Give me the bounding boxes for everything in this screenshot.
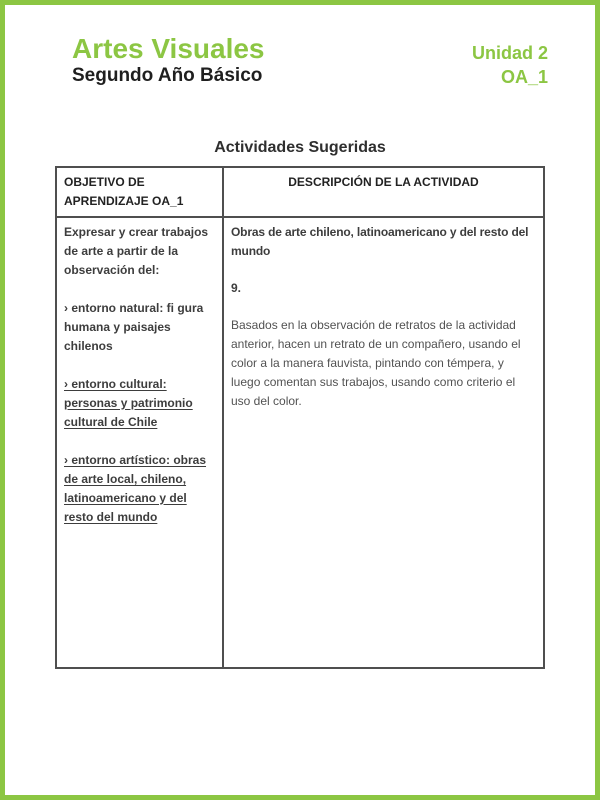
activity-description: Basados en la observación de retratos de la actividad anterior, hacen un retrato de un compañero, usando el color a la manera fauvista, pintando con témpera, y luego comentan sus trabajos, usando como criterio el uso del color. [231, 317, 521, 408]
header-left-block [72, 33, 265, 88]
activity-table [55, 166, 545, 669]
document-header [5, 5, 595, 89]
unit-label: Unidad 2 [471, 43, 548, 63]
table-body-row [56, 217, 544, 668]
description-column-header: DESCRIPCIÓN DE LA ACTIVIDAD [223, 167, 544, 217]
objective-cell [56, 217, 223, 668]
objective-bullet-list [64, 299, 215, 527]
oa-label: OA_1 [500, 67, 548, 87]
objective-bullet: › entorno cultural: personas y patrimonio cultural de Chile [64, 376, 193, 429]
objective-bullet: › entorno natural: fi gura humana y paisajes chilenos [64, 300, 204, 353]
grade-subtitle: Segundo Año Básico [72, 65, 263, 87]
activity-cell [223, 217, 544, 668]
header-right-block [472, 41, 548, 89]
objective-intro: Expresar y crear trabajos de arte a partir de la observación del: [64, 224, 209, 277]
table-header-row [56, 167, 544, 217]
objective-bullet: › entorno artístico: obras de arte local, chileno, latinoamericano y del resto del mundo [64, 452, 207, 524]
course-title: Artes Visuales [72, 33, 265, 64]
activity-number: 9. [231, 280, 242, 295]
section-title: Actividades Sugeridas [214, 139, 386, 156]
activity-title: Obras de arte chileno, latinoamericano y del resto del mundo [231, 224, 529, 258]
objective-column-header: OBJETIVO DE APRENDIZAJE OA_1 [56, 167, 223, 217]
